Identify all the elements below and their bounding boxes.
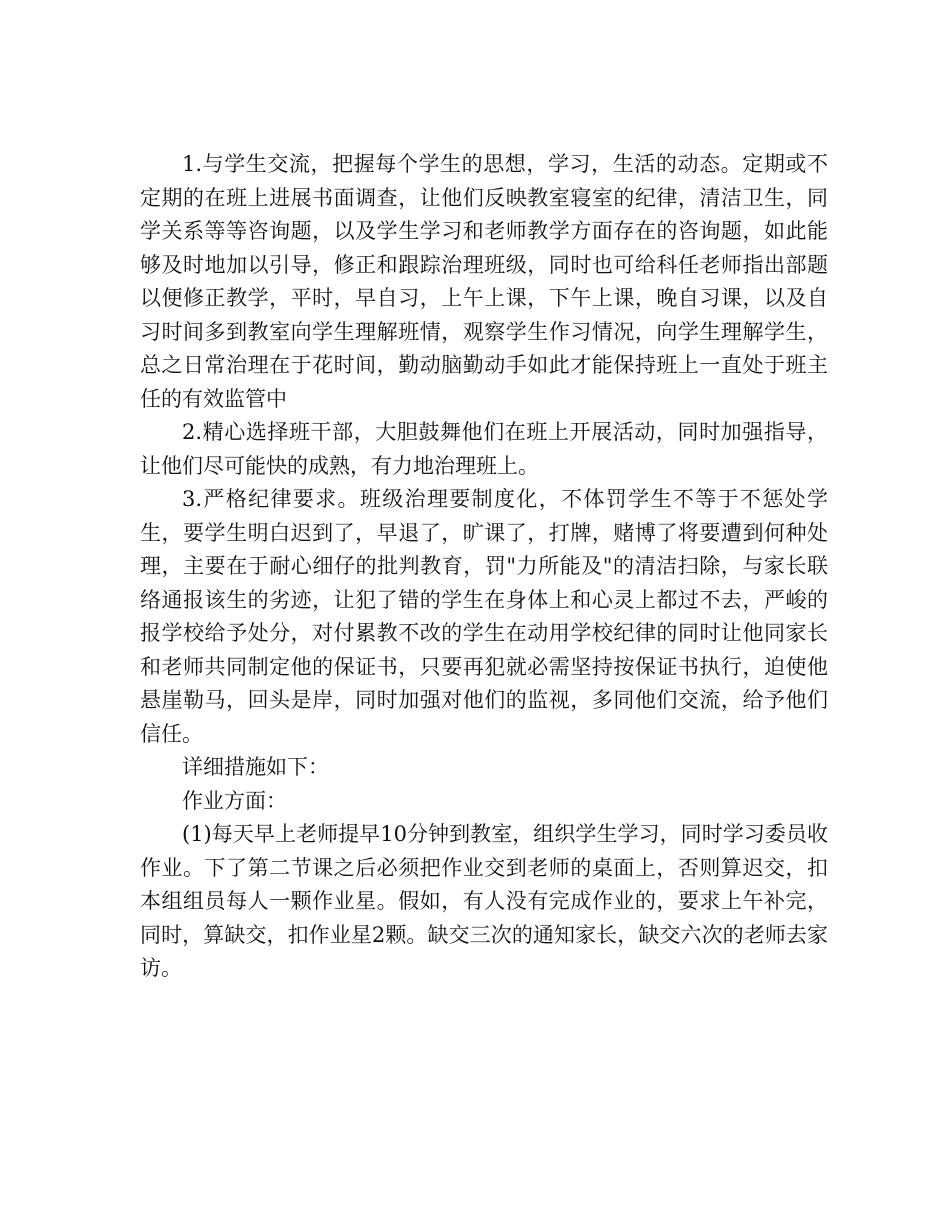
paragraph-1: 1.与学生交流，把握每个学生的思想，学习，生活的动态。定期或不定期的在班上进展书面调查，让他们反映教室寝室的纪律，清洁卫生，同学关系等等咨询题，以及学生学习和老师教学方面存在的咨询题，如此能够及时地加以引导，修正和跟踪治理班级，同时也可给科任老师指出部题以便修正教学，平时，早自习，上午上课，下午上课，晚自习课，以及自习时间多到教室向学生理解班情，观察学生作习情况，向学生理解学生，总之日常治理在于花时间，勤动脑勤动手如此才能保持班上一直处于班主任的有效监管中 <box>140 152 828 411</box>
paragraph-6: (1)每天早上老师提早10分钟到教室，组织学生学习，同时学习委员收作业。下了第二节课之后必须把作业交到老师的桌面上，否则算迟交，扣本组组员每人一颗作业星。假如，有人没有完成作业的，要求上午补完，同时，算缺交，扣作业星2颗。缺交三次的通知家长，缺交六次的老师去家访。 <box>140 822 828 980</box>
paragraph-5: 作业方面： <box>182 788 287 813</box>
paragraph-2: 2.精心选择班干部，大胆鼓舞他们在班上开展活动，同时加强指导，让他们尽可能快的成熟，有力地治理班上。 <box>140 420 828 478</box>
paragraph-4: 详细措施如下： <box>182 755 329 779</box>
document-body <box>140 148 828 986</box>
paragraph-3: 3.严格纪律要求。班级治理要制度化，不体罚学生不等于不惩处学生，要学生明白迟到了，早退了，旷课了，打牌，赌博了将要遭到何种处理，主要在于耐心细仔的批判教育，罚"力所能及"的清洁扫除，与家长联络通报该生的劣迹，让犯了错的学生在身体上和心灵上都过不去，严峻的报学校给予处分，对付累教不改的学生在动用学校纪律的同时让他同家长和老师共同制定他的保证书，只要再犯就必需坚持按保证书执行，迫使他悬崖勒马，回头是岸，同时加强对他们的监视，多同他们交流，给予他们信任。 <box>140 487 828 746</box>
